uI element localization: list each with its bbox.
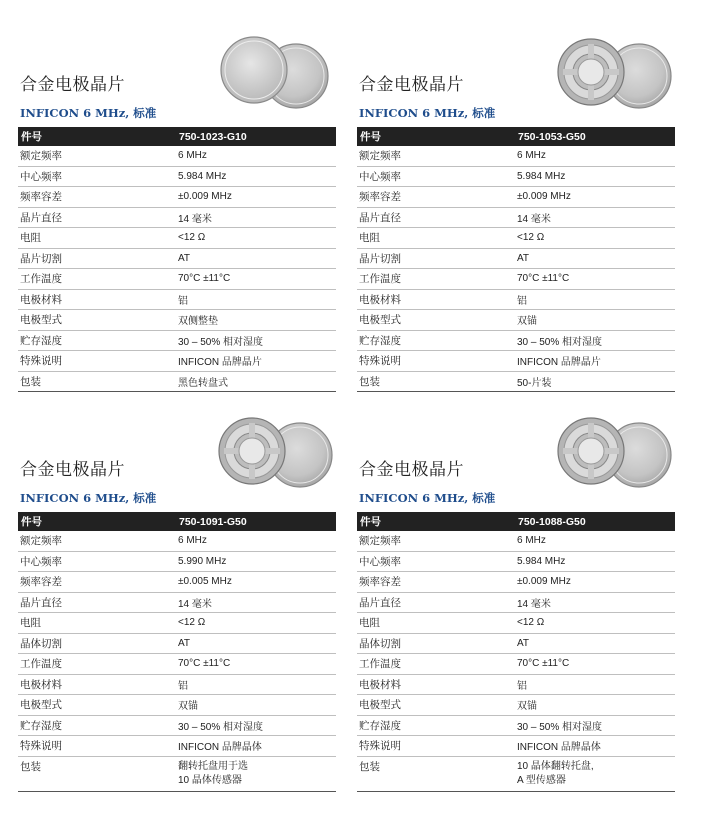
part-number-label: 件号 (18, 127, 176, 146)
spec-label: 包装 (18, 371, 176, 392)
part-number-label: 件号 (357, 127, 515, 146)
spec-label: 电阻 (357, 613, 515, 634)
spec-row (357, 351, 675, 372)
spec-row (357, 736, 675, 757)
spec-row (357, 248, 675, 269)
spec-label: 晶片直径 (357, 592, 515, 613)
spec-value: 6 MHz (515, 531, 675, 551)
spec-value: 5.984 MHz (515, 551, 675, 572)
spec-value-line: 10 晶体翻转托盘, (517, 760, 594, 772)
card-title: 合金电极晶片 (359, 75, 464, 95)
spec-label: 晶片切割 (357, 248, 515, 269)
spec-label: 工作温度 (18, 654, 176, 675)
crystal-card-4 (357, 415, 675, 815)
spec-value: 50-片装 (515, 371, 675, 392)
spec-row (357, 572, 675, 593)
spec-header-row (18, 127, 336, 146)
part-number-label: 件号 (18, 512, 176, 531)
spec-row (357, 674, 675, 695)
spec-value: 14 毫米 (176, 207, 336, 228)
spec-value: 黑色转盘式 (176, 371, 336, 392)
spec-label: 晶片直径 (18, 207, 176, 228)
spec-row (18, 756, 336, 791)
spec-label: 特殊说明 (18, 351, 176, 372)
spec-value: 铝 (515, 674, 675, 695)
spec-row (357, 715, 675, 736)
spec-label: 包装 (18, 756, 176, 791)
spec-value: <12 Ω (515, 613, 675, 634)
card-title: 合金电极晶片 (20, 460, 125, 480)
crystal-card-3 (18, 415, 336, 815)
spec-value: AT (515, 633, 675, 654)
spec-value: 6 MHz (176, 531, 336, 551)
spec-row (18, 715, 336, 736)
spec-value: INFICON 品牌晶片 (176, 351, 336, 372)
spec-header-row (357, 127, 675, 146)
spec-label: 额定频率 (357, 531, 515, 551)
spec-label: 电极型式 (357, 695, 515, 716)
spec-value-line: 翻转托盘用于选 (178, 760, 248, 772)
spec-value: 铝 (176, 289, 336, 310)
spec-value: ±0.009 MHz (515, 572, 675, 593)
spec-label: 贮存湿度 (18, 330, 176, 351)
spec-value: <12 Ω (176, 228, 336, 249)
spec-label: 晶体切割 (357, 633, 515, 654)
part-number-value: 750-1023-G10 (176, 127, 336, 146)
spec-row (357, 269, 675, 290)
spec-value: INFICON 品牌晶体 (515, 736, 675, 757)
spec-label: 频率容差 (357, 572, 515, 593)
spec-label: 电极材料 (357, 289, 515, 310)
spec-value: <12 Ω (515, 228, 675, 249)
spec-value-line: A 型传感器 (517, 774, 566, 786)
spec-row (18, 207, 336, 228)
spec-label: 频率容差 (18, 572, 176, 593)
spec-row (357, 633, 675, 654)
spec-row (18, 351, 336, 372)
spec-row (357, 654, 675, 675)
spec-row (357, 613, 675, 634)
spec-value: 70°C ±11°C (515, 269, 675, 290)
spec-value: 14 毫米 (515, 207, 675, 228)
spec-label: 中心频率 (357, 551, 515, 572)
spec-row (357, 187, 675, 208)
part-number-value: 750-1088-G50 (515, 512, 675, 531)
spec-value: INFICON 品牌晶片 (515, 351, 675, 372)
spec-value: 铝 (176, 674, 336, 695)
spec-row (18, 248, 336, 269)
spec-row (18, 289, 336, 310)
spec-row (357, 310, 675, 331)
spec-row (18, 592, 336, 613)
card-subtitle: INFICON 6 MHz, 标准 (20, 491, 157, 505)
spec-header-row (18, 512, 336, 531)
crystal-anchor-pair-image (553, 415, 673, 495)
crystal-anchor-pair-image (214, 415, 334, 495)
spec-row (18, 695, 336, 716)
spec-label: 特殊说明 (18, 736, 176, 757)
spec-label: 频率容差 (18, 187, 176, 208)
spec-label: 电阻 (18, 613, 176, 634)
card-subtitle: INFICON 6 MHz, 标准 (20, 106, 157, 120)
spec-value: 14 毫米 (515, 592, 675, 613)
spec-label: 晶片直径 (357, 207, 515, 228)
spec-value: 5.990 MHz (176, 551, 336, 572)
card-title: 合金电极晶片 (359, 460, 464, 480)
spec-value: 双锚 (515, 695, 675, 716)
spec-label: 中心频率 (357, 166, 515, 187)
spec-row (18, 269, 336, 290)
spec-label: 电极材料 (18, 289, 176, 310)
spec-row (18, 613, 336, 634)
crystal-plain-pair-image (214, 36, 334, 116)
spec-label: 电极材料 (18, 674, 176, 695)
part-number-value: 750-1091-G50 (176, 512, 336, 531)
spec-value: 30 – 50% 相对湿度 (176, 330, 336, 351)
spec-table (357, 512, 675, 792)
spec-row (18, 310, 336, 331)
spec-value: 30 – 50% 相对湿度 (515, 330, 675, 351)
spec-label: 贮存湿度 (357, 330, 515, 351)
spec-label: 电阻 (18, 228, 176, 249)
spec-label: 频率容差 (357, 187, 515, 208)
spec-value-line: 10 晶体传感器 (178, 774, 242, 786)
spec-label: 额定频率 (357, 146, 515, 166)
spec-row (18, 371, 336, 392)
spec-value: 70°C ±11°C (176, 269, 336, 290)
spec-value: 5.984 MHz (176, 166, 336, 187)
spec-label: 中心频率 (18, 166, 176, 187)
spec-value: 14 毫米 (176, 592, 336, 613)
spec-label: 电极型式 (18, 310, 176, 331)
spec-row (18, 654, 336, 675)
spec-row (357, 531, 675, 551)
spec-row (18, 146, 336, 166)
spec-label: 包装 (357, 371, 515, 392)
spec-label: 晶片切割 (18, 248, 176, 269)
spec-value: 铝 (515, 289, 675, 310)
spec-label: 额定频率 (18, 146, 176, 166)
spec-label: 晶体切割 (18, 633, 176, 654)
spec-row (18, 572, 336, 593)
spec-label: 电极材料 (357, 674, 515, 695)
spec-label: 贮存湿度 (18, 715, 176, 736)
spec-value: ±0.005 MHz (176, 572, 336, 593)
spec-value (515, 756, 675, 791)
spec-value: 双锚 (515, 310, 675, 331)
spec-row (357, 756, 675, 791)
part-number-label: 件号 (357, 512, 515, 531)
spec-table (357, 127, 675, 392)
spec-value: 70°C ±11°C (515, 654, 675, 675)
spec-value: AT (176, 633, 336, 654)
spec-value: AT (515, 248, 675, 269)
spec-row (18, 551, 336, 572)
spec-row (18, 674, 336, 695)
spec-row (357, 592, 675, 613)
spec-row (18, 187, 336, 208)
spec-row (18, 531, 336, 551)
spec-row (18, 228, 336, 249)
spec-label: 晶片直径 (18, 592, 176, 613)
spec-value: 6 MHz (515, 146, 675, 166)
spec-row (357, 330, 675, 351)
spec-table (18, 512, 336, 792)
spec-header-row (357, 512, 675, 531)
spec-row (357, 695, 675, 716)
spec-value: ±0.009 MHz (515, 187, 675, 208)
spec-row (18, 166, 336, 187)
crystal-anchor-pair-image (553, 36, 673, 116)
spec-value: 5.984 MHz (515, 166, 675, 187)
spec-row (18, 736, 336, 757)
spec-row (357, 289, 675, 310)
spec-row (357, 166, 675, 187)
card-subtitle: INFICON 6 MHz, 标准 (359, 491, 496, 505)
spec-label: 工作温度 (357, 269, 515, 290)
spec-row (357, 207, 675, 228)
spec-label: 包装 (357, 756, 515, 791)
spec-row (18, 633, 336, 654)
spec-label: 贮存湿度 (357, 715, 515, 736)
card-subtitle: INFICON 6 MHz, 标准 (359, 106, 496, 120)
spec-value (176, 756, 336, 791)
spec-value: AT (176, 248, 336, 269)
spec-value: <12 Ω (176, 613, 336, 634)
crystal-card-1 (18, 30, 336, 400)
spec-table (18, 127, 336, 392)
spec-value: 双锚 (176, 695, 336, 716)
part-number-value: 750-1053-G50 (515, 127, 675, 146)
spec-label: 工作温度 (18, 269, 176, 290)
spec-value: 30 – 50% 相对湿度 (176, 715, 336, 736)
spec-label: 中心频率 (18, 551, 176, 572)
spec-label: 特殊说明 (357, 351, 515, 372)
spec-value: 30 – 50% 相对湿度 (515, 715, 675, 736)
spec-label: 特殊说明 (357, 736, 515, 757)
spec-value: 6 MHz (176, 146, 336, 166)
spec-row (357, 228, 675, 249)
spec-label: 电极型式 (357, 310, 515, 331)
crystal-card-2 (357, 30, 675, 400)
spec-label: 额定频率 (18, 531, 176, 551)
spec-row (357, 551, 675, 572)
spec-value: 双侧整垫 (176, 310, 336, 331)
spec-value: 70°C ±11°C (176, 654, 336, 675)
card-title: 合金电极晶片 (20, 75, 125, 95)
spec-value: ±0.009 MHz (176, 187, 336, 208)
spec-label: 电阻 (357, 228, 515, 249)
spec-row (18, 330, 336, 351)
spec-label: 工作温度 (357, 654, 515, 675)
spec-value: INFICON 品牌晶体 (176, 736, 336, 757)
spec-row (357, 146, 675, 166)
spec-row (357, 371, 675, 392)
spec-label: 电极型式 (18, 695, 176, 716)
